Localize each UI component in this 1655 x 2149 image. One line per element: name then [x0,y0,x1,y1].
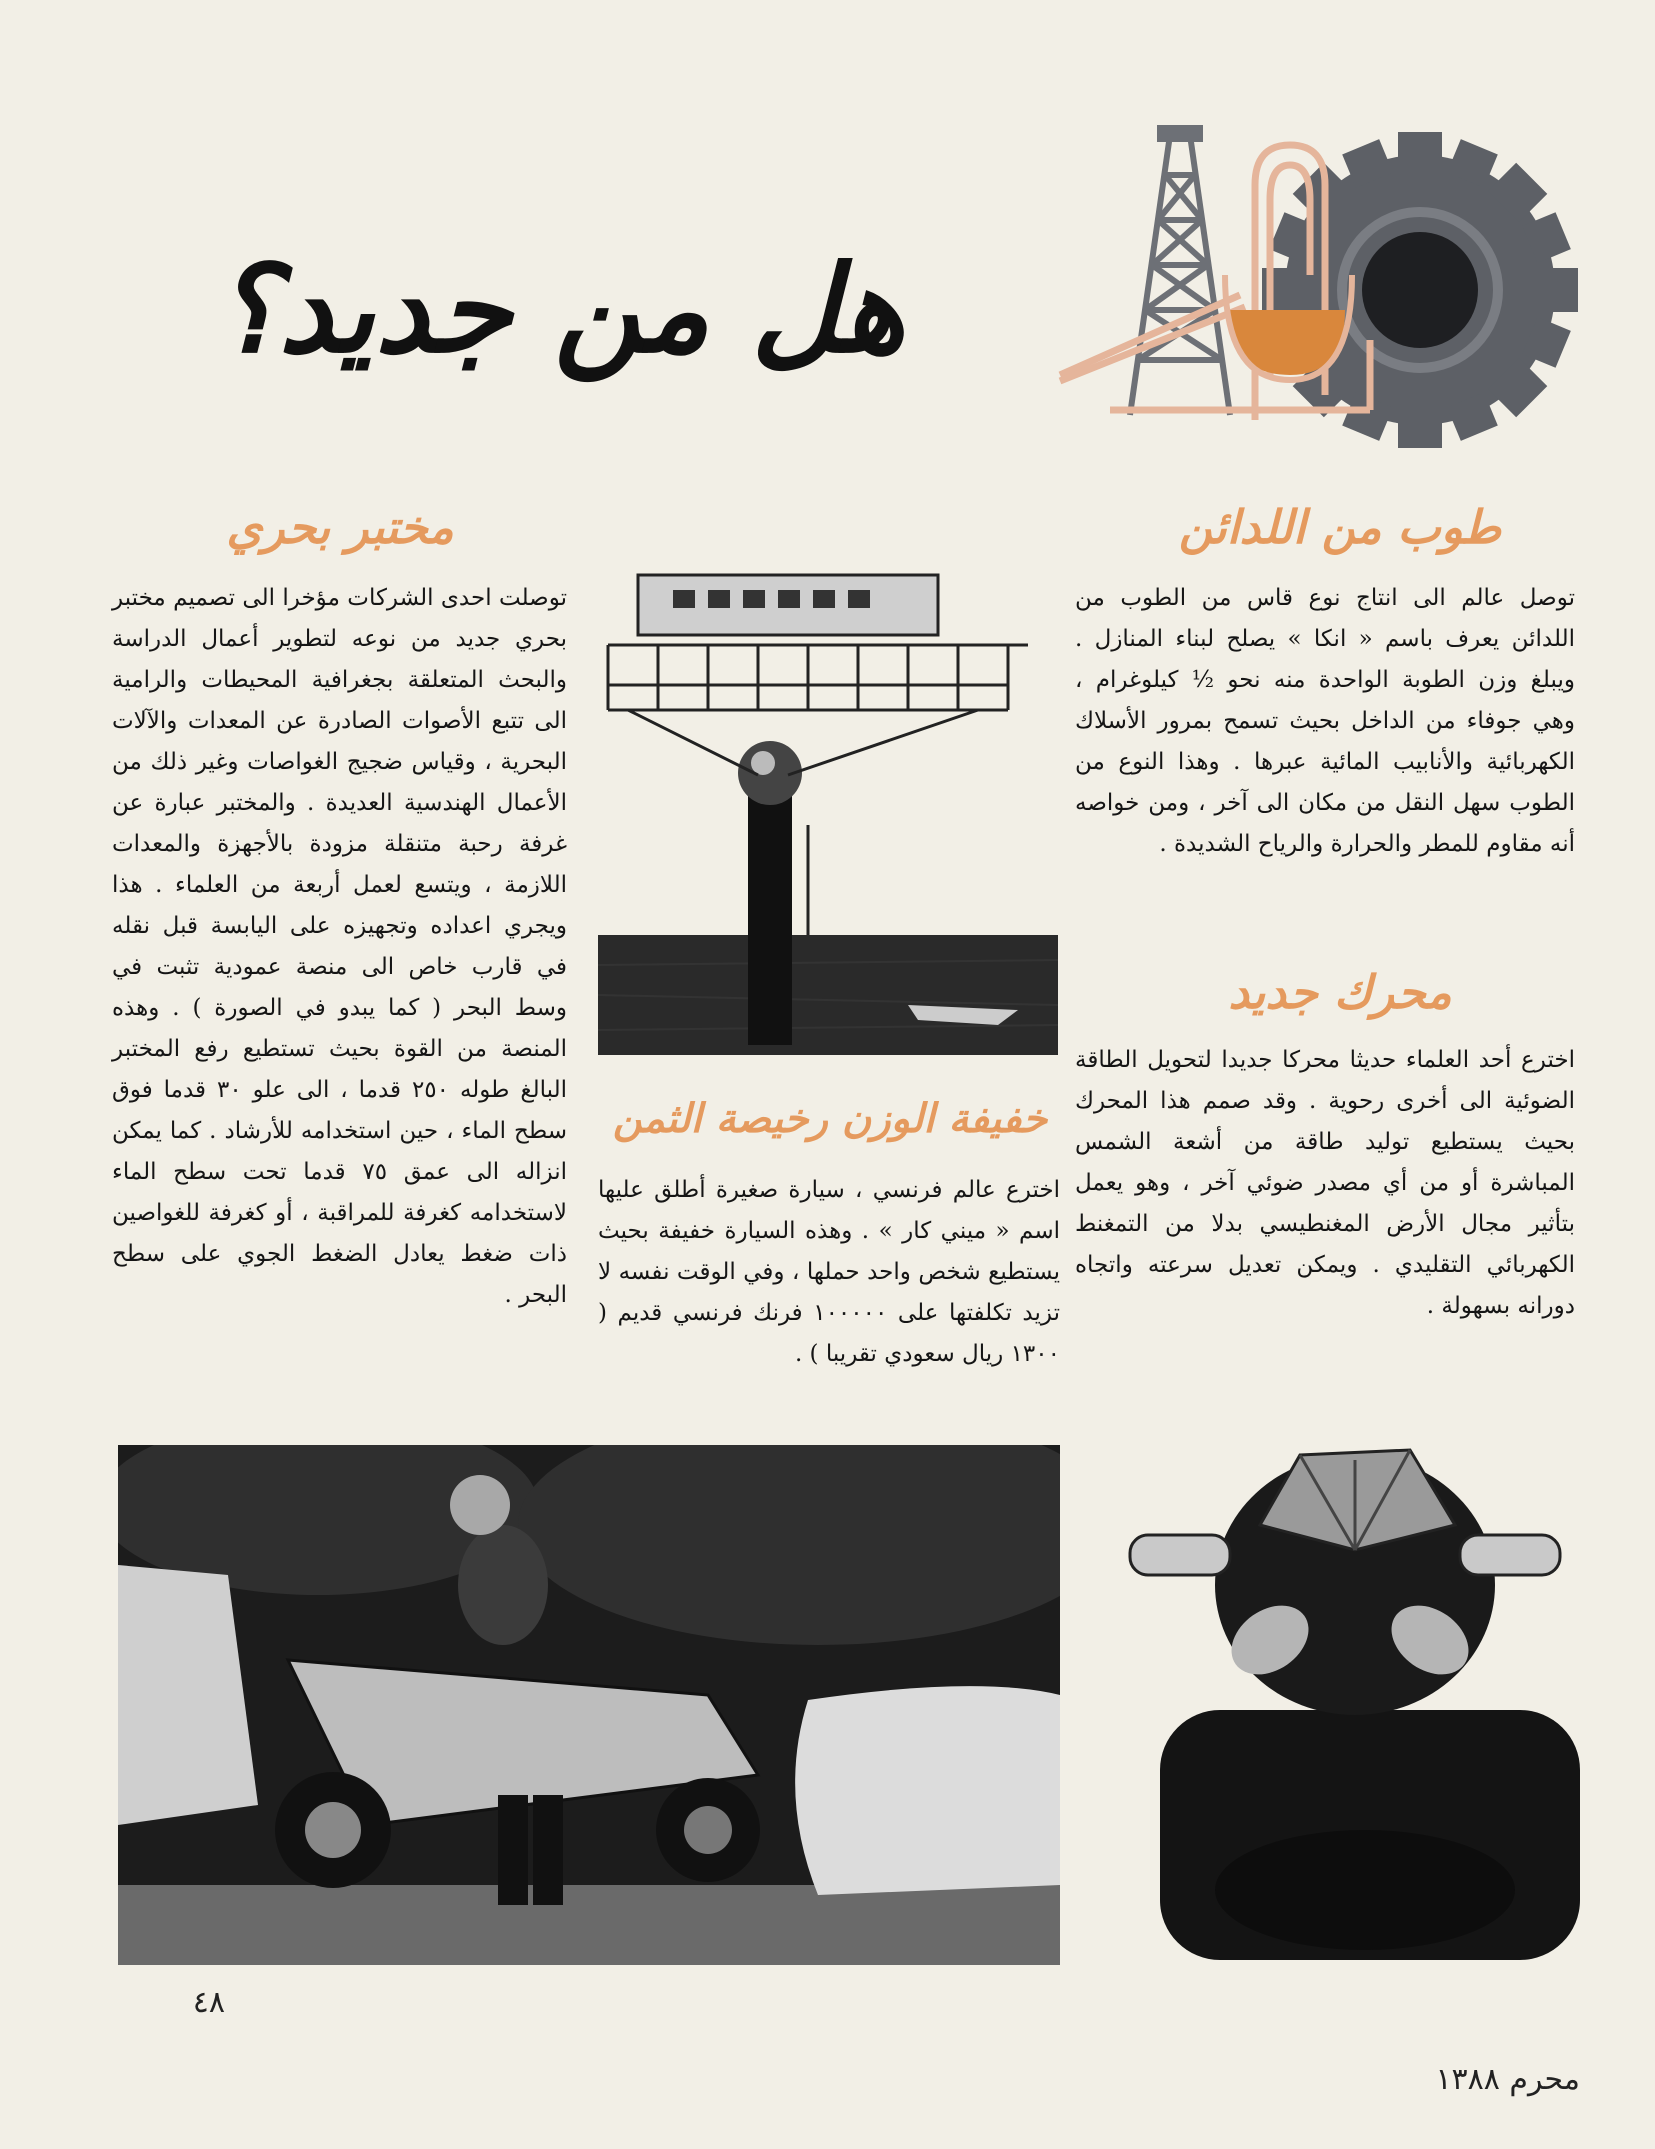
bricks-body: توصل عالم الى انتاج نوع قاس من الطوب من اللدائن يعرف باسم « انكا » يصلح لبناء المنازل . ويبلغ وزن الطوبة الواحدة منه نحو ½ كيلوغرام ، وهي جوفاء من الداخل بحيث تسمح بمرور الأسلاك الكهربائية والأنابيب المائية عبرها . وهذا النوع من الطوب سهل النقل من مكان الى آخر ، ومن خواصه أنه مقاوم للمطر والحرارة والرياح الشديدة . [1075,585,1575,857]
engine-body: اخترع أحد العلماء حديثا محركا جديدا لتحويل الطاقة الضوئية الى أخرى رحوية . وقد صمم هذا المحرك بحيث يستطيع توليد طاقة من أشعة الشمس المباشرة أو من أي مصدر ضوئي آخر ، وهو يعمل بتأثير مجال الأرض المغنطيسي بدلا من التمغنط الكهربائي التقليدي . ويمكن تعديل سرعته واتجاه دورانه بسهولة . [1075,1047,1575,1319]
lab-heading: مختبر بحري [226,500,454,554]
mini-car-photo [118,1445,1060,1965]
sea-lab-platform-image [598,535,1058,1055]
solar-engine-image [1110,1440,1580,1960]
lab-body: توصلت احدى الشركات مؤخرا الى تصميم مختبر بحري جديد من نوعه لتطوير أعمال الدراسة والبحث المتعلقة بجغرافية المحيطات والرامية الى تتبع الأصوات الصادرة عن المعدات والآلات البحرية ، وقياس ضجيج الغواصات وغير ذلك من الأعمال الهندسية العديدة . والمختبر عبارة عن غرفة رحبة متنقلة مزودة بالأجهزة والمعدات اللازمة ، ويتسع لعمل أربعة من العلماء . هذا ويجري اعداده وتجهيزه على اليابسة قبل نقله في قارب خاص الى منصة عمودية تثبت في وسط البحر ( كما يبدو في الصورة ) . وهذه المنصة من القوة بحيث تستطيع رفع المختبر البالغ طوله ٢٥٠ قدما ، الى علو ٣٠ قدما فوق سطح الماء ، حين استخدامه للأرشاد . كما يمكن انزاله الى عمق ٧٥ قدما تحت سطح الماء لاستخدامه كغرفة للمراقبة ، أو كغرفة للغواصين ذات ضغط يعادل الضغط الجوي على سطح البحر . [112,585,567,1308]
bricks-heading: طوب من اللدائن [1178,500,1502,554]
mini-car-image [118,1445,1060,1965]
issue-date: محرم ١٣٨٨ [1435,2062,1580,2097]
title-illustration [1040,125,1580,455]
page-title: هل من جديد؟ [214,239,906,380]
page-number: ٤٨ [192,1985,225,2020]
car-heading: خفيفة الوزن رخيصة الثمن [612,1095,1048,1142]
gear-derrick-flask-icon [1040,125,1580,455]
engine-heading: محرك جديد [1228,965,1452,1019]
car-body: اخترع عالم فرنسي ، سيارة صغيرة أطلق عليها اسم « ميني كار » . وهذه السيارة خفيفة بحيث يستطيع شخص واحد حملها ، وفي الوقت نفسه لا تزيد تكلفتها على ١٠٠٠٠٠ فرنك فرنسي قديم ( ١٣٠٠ ريال سعودي تقريبا ) . [598,1177,1060,1367]
sea-lab-photo [598,535,1058,1055]
engine-photo [1110,1440,1580,1960]
